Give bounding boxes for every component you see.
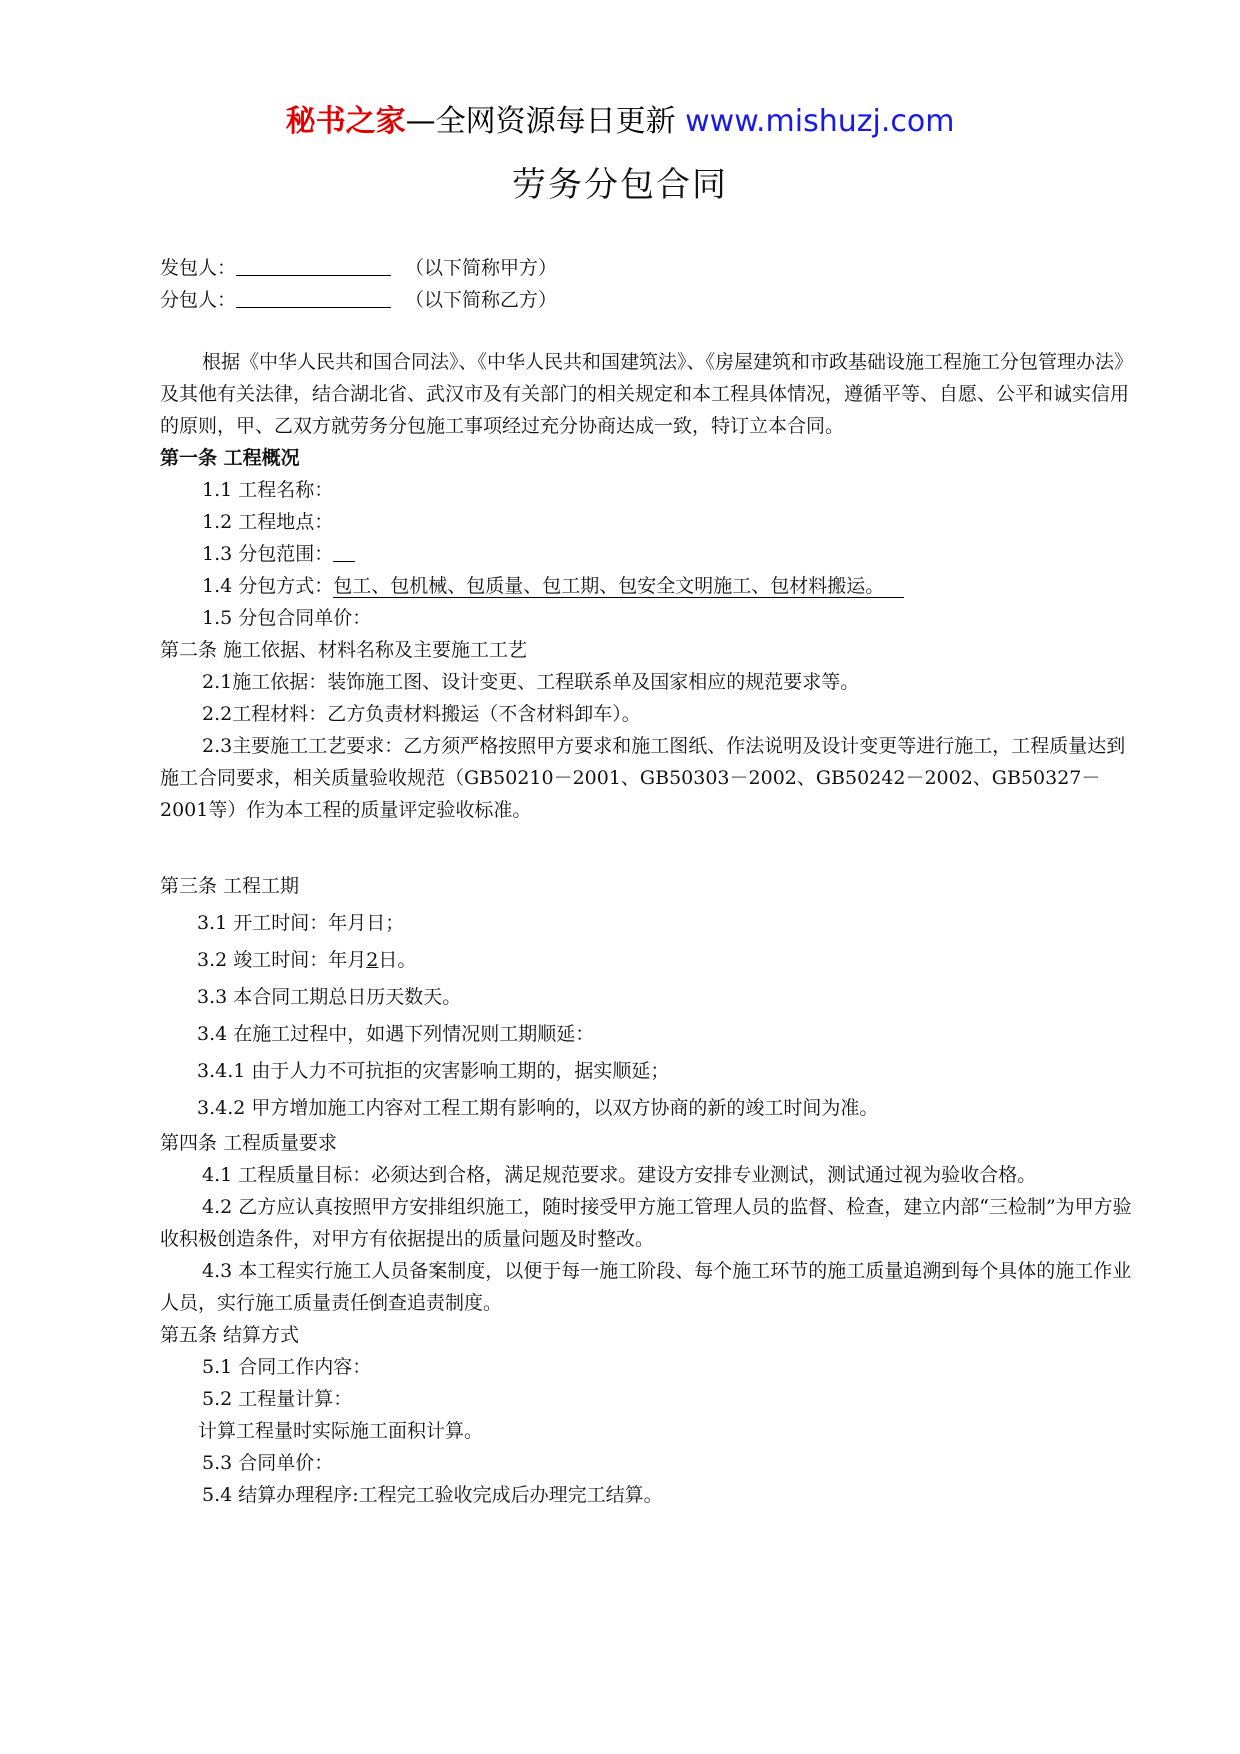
clause-3-3: 3.3 本合同工期总日历天数天。 xyxy=(197,986,462,1008)
article-5-heading: 第五条 结算方式 xyxy=(160,1324,300,1346)
preamble-paragraph: 根据《中华人民共和国合同法》、《中华人民共和国建筑法》、《房屋建筑和市政基础设施工程施工分包管理办法》及其他有关法律，结合湖北省、武汉市及有关部门的相关规定和本工程具体情况，遵循平等、自愿、公平和诚实信用的原则，甲、乙双方就劳务分包施工事项经过充分协商达成一致，特订立本合同。 xyxy=(160,351,1134,437)
brand-tagline: —全网资源每日更新 xyxy=(405,104,676,139)
party-b-note: （以下简称乙方） xyxy=(405,289,558,311)
party-a-note: （以下简称甲方） xyxy=(405,257,558,279)
clause-1-2: 1.2 工程地点： xyxy=(202,511,334,533)
clause-3-2 xyxy=(160,942,1140,979)
article-4-heading: 第四条 工程质量要求 xyxy=(160,1132,338,1154)
clause-3-1: 3.1 开工时间：年月日； xyxy=(197,912,405,934)
document-body xyxy=(160,252,1140,1511)
article-1-heading: 第一条 工程概况 xyxy=(160,447,300,469)
document-title: 劳务分包合同 xyxy=(512,165,728,205)
clause-1-4-label: 1.4 分包方式： xyxy=(202,575,334,597)
clause-2-2: 2.2工程材料：乙方负责材料搬运（不含材料卸车）。 xyxy=(202,703,641,725)
party-b-blank xyxy=(236,289,391,308)
clause-4-3: 4.3 本工程实行施工人员备案制度，以便于每一施工阶段、每个施工环节的施工质量追溯到每个具体的施工作业人员，实行施工质量责任倒查追责制度。 xyxy=(160,1260,1132,1314)
article-3-heading: 第三条 工程工期 xyxy=(160,875,300,897)
article-2-heading: 第二条 施工依据、材料名称及主要施工工艺 xyxy=(160,639,528,661)
clause-2-3: 2.3主要施工工艺要求：乙方须严格按照甲方要求和施工图纸、作法说明及设计变更等进行施工，工程质量达到施工合同要求，相关质量验收规范（GB50210－2001、GB50303－2002、GB50242－2002、GB50327－2001等）作为本工程的质量评定验收标准。 xyxy=(160,735,1126,821)
clause-1-4 xyxy=(160,570,1140,602)
party-b-label: 分包人： xyxy=(160,289,237,311)
clause-1-1: 1.1 工程名称： xyxy=(202,479,334,501)
site-url-link[interactable]: www.mishuzj.com xyxy=(685,104,955,139)
clause-1-5: 1.5 分包合同单价： xyxy=(202,607,372,629)
clause-5-1: 5.1 合同工作内容： xyxy=(202,1356,372,1378)
clause-3-2-label: 3.2 竣工时间：年月 xyxy=(197,949,367,971)
clause-3-2-suffix: 日。 xyxy=(378,949,417,971)
clause-4-2: 4.2 乙方应认真按照甲方安排组织施工，随时接受甲方施工管理人员的监督、检查，建立内部“三检制”为甲方验收积极创造条件，对甲方有依据提出的质量问题及时整改。 xyxy=(160,1196,1132,1250)
article-3-block xyxy=(160,868,1140,1127)
clause-1-4-value: 包工、包机械、包质量、包工期、包安全文明施工、包材料搬运。 xyxy=(333,575,904,598)
party-a-line xyxy=(160,252,1140,284)
clause-5-3: 5.3 合同单价： xyxy=(202,1452,334,1474)
party-a-blank xyxy=(236,257,391,276)
clause-5-2: 5.2 工程量计算： xyxy=(202,1388,353,1410)
clause-3-4: 3.4 在施工过程中，如遇下列情况则工期顺延： xyxy=(197,1023,595,1045)
clause-1-3 xyxy=(160,538,1140,570)
clause-4-1: 4.1 工程质量目标：必须达到合格，满足规范要求。建设方安排专业测试，测试通过视为验收合格。 xyxy=(202,1164,1037,1186)
clause-2-1: 2.1施工依据：装饰施工图、设计变更、工程联系单及国家相应的规范要求等。 xyxy=(202,671,860,693)
clause-1-3-label: 1.3 分包范围： xyxy=(202,543,334,565)
clause-3-2-value: 2 xyxy=(366,949,379,971)
party-b-line xyxy=(160,284,1140,316)
clause-1-3-blank xyxy=(333,543,355,562)
site-banner xyxy=(0,100,1240,144)
clause-5-2-note: 计算工程量时实际施工面积计算。 xyxy=(198,1420,484,1442)
clause-5-4: 5.4 结算办理程序:工程完工验收完成后办理完工结算。 xyxy=(202,1484,663,1506)
clause-3-4-1: 3.4.1 由于人力不可抗拒的灾害影响工期的，据实顺延； xyxy=(197,1060,670,1082)
brand-name: 秘书之家 xyxy=(285,104,406,139)
party-a-label: 发包人： xyxy=(160,257,237,279)
clause-3-4-2: 3.4.2 甲方增加施工内容对工程工期有影响的，以双方协商的新的竣工时间为准。 xyxy=(197,1097,879,1119)
